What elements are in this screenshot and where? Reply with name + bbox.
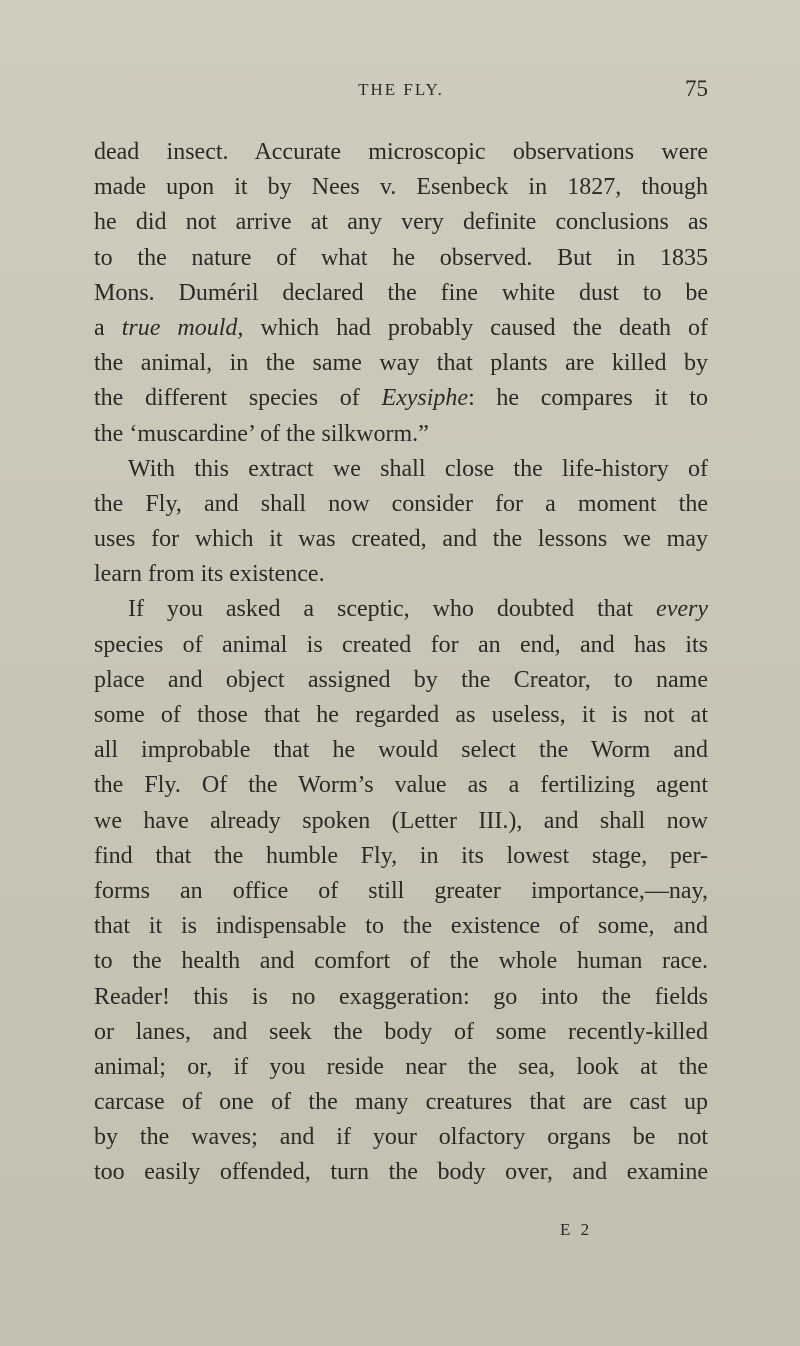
text-segment: uses for which it was created, and the lessons we may xyxy=(94,526,708,553)
text-segment: Reader! this is no exaggeration: go into the fields xyxy=(94,983,708,1010)
text-line xyxy=(94,839,708,874)
text-line xyxy=(94,1085,708,1120)
text-segment: all improbable that he would select the Worm and xyxy=(94,737,708,764)
text-line xyxy=(94,592,708,627)
text-line xyxy=(94,205,708,240)
text-line xyxy=(94,346,708,381)
text-line xyxy=(94,170,708,205)
text-segment: the different species of xyxy=(94,385,382,412)
text-line xyxy=(94,874,708,909)
text-segment: If you asked a sceptic, who doubted that xyxy=(128,596,657,623)
text-line xyxy=(94,276,708,311)
signature-mark: E 2 xyxy=(560,1220,593,1239)
text-line xyxy=(94,944,708,979)
text-segment: dead insect. Accurate microscopic observations were xyxy=(94,139,708,165)
text-line xyxy=(94,628,708,663)
text-line xyxy=(94,487,708,522)
text-line xyxy=(94,768,708,803)
text-segment: find that the humble Fly, in its lowest stage, per- xyxy=(94,842,708,869)
text-line xyxy=(94,733,708,768)
text-line xyxy=(94,1015,708,1050)
italic-text: every xyxy=(656,596,708,623)
text-segment: made upon it by Nees v. Esenbeck in 1827, though xyxy=(94,174,708,201)
running-head xyxy=(94,76,708,106)
body-text xyxy=(94,135,708,1191)
text-segment: that it is indispensable to the existence of some, and xyxy=(94,913,708,940)
text-segment: too easily offended, turn the body over, and examine xyxy=(94,1159,708,1186)
text-segment: or lanes, and seek the body of some recently-killed xyxy=(94,1018,708,1045)
text-segment: the Fly, and shall now consider for a moment the xyxy=(94,490,708,517)
page-number: 75 xyxy=(685,76,708,101)
text-line xyxy=(94,381,708,416)
running-title: THE FLY. xyxy=(358,80,444,99)
text-line xyxy=(94,804,708,839)
text-line xyxy=(94,1050,708,1085)
text-segment: forms an office of still greater importance,—nay, xyxy=(94,877,708,904)
text-segment: to the health and comfort of the whole human race. xyxy=(94,948,708,975)
text-line xyxy=(94,241,708,276)
text-segment: the animal, in the same way that plants are killed by xyxy=(94,350,708,377)
text-line xyxy=(94,909,708,944)
text-line xyxy=(94,557,708,592)
text-line xyxy=(94,698,708,733)
text-line xyxy=(94,1120,708,1155)
text-segment: the ‘muscardine’ of the silkworm.” xyxy=(94,420,429,447)
text-segment: : he compares it to xyxy=(468,385,708,412)
text-line xyxy=(94,311,708,346)
text-line xyxy=(94,980,708,1015)
text-segment: to the nature of what he observed. But in 1835 xyxy=(94,244,708,271)
italic-text: true mould, xyxy=(121,314,244,341)
text-line xyxy=(94,135,708,170)
text-segment: With this extract we shall close the life-history of xyxy=(128,455,708,482)
text-line xyxy=(94,417,708,452)
text-segment: species of animal is created for an end, and has its xyxy=(94,631,708,658)
text-segment: place and object assigned by the Creator, to name xyxy=(94,666,708,693)
text-segment: we have already spoken (Letter III.), and shall now xyxy=(94,807,708,834)
text-segment: he did not arrive at any very definite conclusions as xyxy=(94,209,708,236)
text-line xyxy=(94,663,708,698)
text-line xyxy=(94,452,708,487)
text-segment: learn from its existence. xyxy=(94,561,325,588)
text-segment: which had probably caused the death of xyxy=(243,314,708,341)
text-segment: the Fly. Of the Worm’s value as a fertilizing agent xyxy=(94,772,708,799)
text-segment: a xyxy=(94,314,122,341)
text-segment: Mons. Duméril declared the fine white dust to be xyxy=(94,279,708,306)
text-segment: some of those that he regarded as useless, it is not at xyxy=(94,702,708,728)
text-line xyxy=(94,522,708,557)
text-segment: animal; or, if you reside near the sea, look at the xyxy=(94,1053,708,1080)
text-segment: by the waves; and if your olfactory organs be not xyxy=(94,1124,708,1151)
text-line xyxy=(94,1155,708,1190)
italic-text: Exysiphe xyxy=(381,385,469,412)
text-segment: carcase of one of the many creatures that are cast up xyxy=(94,1089,708,1116)
